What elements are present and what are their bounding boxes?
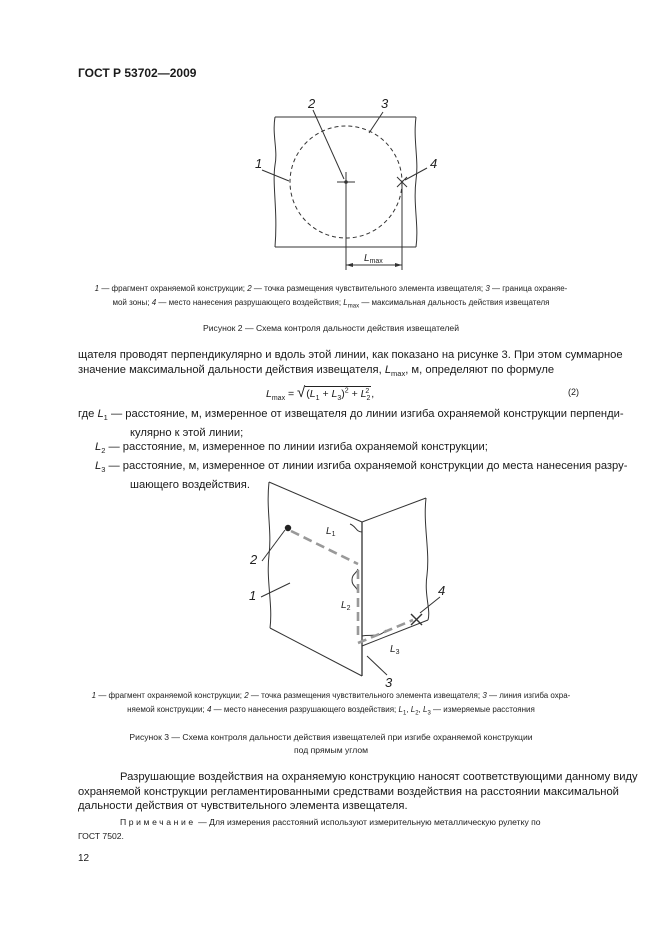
- fig3-legend: 1 — фрагмент охраняемой конструкции; 2 — точка размещения чувствительного элемента извещателя; 3 — линия изгиба охра- няемой конструкции; 4 — место нанесения разрушающего воздействия; $L_1$, $L_2$, $L_3$ — измеряемые расстояния: [91, 691, 571, 717]
- fig3-sensor-point: [285, 525, 291, 531]
- fig2-label-4: 4: [430, 156, 438, 171]
- fig2-left-break: [274, 117, 276, 247]
- fig3-left-break: [268, 482, 271, 628]
- fig3-label-4: 4: [438, 583, 446, 598]
- fig2-legend: 1 — фрагмент охраняемой конструкции; 2 — точка размещения чувствительного элемента извещателя; 3 — граница охраняе- мой зоны; 4 — место нанесения разрушающего воздействия; $L_{max}$ — максимальная дальность действия извещателя: [94, 284, 568, 310]
- fig3-leader-3: [367, 656, 387, 675]
- radicand: $(L_1 + L_3)^2 + L_2^2$: [306, 387, 371, 403]
- fig2-label-1: 1: [255, 156, 263, 171]
- fig3-leader-4: [420, 597, 440, 613]
- paragraph-impacts: Разрушающие воздействия на охраняемую конструкцию наносят соответствующими данному виду охраняемой конструкции регламентированными средствами воздействия на расстоянии максимальной дальности действия от чувствительного элемента извещателя.: [78, 771, 638, 813]
- sqrt-sign: √: [297, 384, 306, 401]
- fig3-caption: Рисунок 3 — Схема контроля дальности действия извещателей при изгибе охраняемой конструкции под прямым углом: [129, 732, 533, 755]
- fig3-leader-1: [261, 583, 290, 597]
- fig2-sensor-point: [344, 180, 348, 184]
- page-number: 12: [78, 853, 90, 864]
- fig3-left-bottom-edge: [270, 628, 362, 676]
- note: Примечание — Для измерения расстояний используют измерительную металлическую рулетку по ГОСТ 7502.: [78, 817, 541, 841]
- fig3-right-bottom-edge: [362, 620, 428, 646]
- fig2-leader-2: [313, 110, 344, 179]
- paragraph-measurement: щателя проводят перпендикулярно и вдоль этой линии, как показано на рисунке 3. При этом суммарное значение максимальной дальности действия извещателя, $L_{max}$, м, определяют по формуле: [78, 349, 623, 378]
- figure-2-diagram: [0, 0, 661, 290]
- fig3-brace-l1: [350, 524, 362, 532]
- fig2-lmax-label: $L_{max}$: [364, 253, 383, 265]
- formula-2: $L_{max} = √(L_1 + L_3)^2 + L_2^2$ ,: [266, 384, 375, 403]
- fig2-label-3: 3: [381, 96, 389, 111]
- formula-definitions: где $L_1$ — расстояние, м, измеренное от извещателя до линии изгиба охраняемой конструкции перпенди- кулярно к этой линии; $L_2$ — расстояние, м, измеренное по линии изгиба охраняемой конструкции; $L_3$ — расстояние, м, измеренное от линии изгиба охраняемой конструкции до места нанесения разру- шающего воздействия.: [78, 408, 628, 492]
- document-header: ГОСТ Р 53702—2009: [78, 66, 197, 80]
- fig3-l1-label: $L_1$: [326, 526, 336, 538]
- fig3-l3-label: $L_3$: [390, 644, 400, 656]
- fig2-right-break: [415, 117, 417, 247]
- fig2-caption: Рисунок 2 — Схема контроля дальности действия извещателей: [203, 323, 459, 333]
- fig2-leader-3: [369, 112, 383, 133]
- fig3-right-break: [425, 498, 429, 620]
- figure-3-diagram: [0, 470, 661, 690]
- fig3-right-top-edge: [362, 498, 426, 522]
- fig2-leader-1: [262, 170, 289, 181]
- fig2-arrow-right: [395, 263, 402, 267]
- fig3-label-3: 3: [385, 675, 393, 690]
- fig3-path-l3: [358, 620, 413, 643]
- fig3-label-2: 2: [250, 552, 258, 567]
- fig2-arrow-left: [346, 263, 353, 267]
- fig3-path-l1: [291, 531, 358, 564]
- fig3-l2-label: $L_2$: [341, 600, 351, 612]
- fig3-leader-2: [262, 530, 285, 561]
- formula-number: (2): [568, 387, 579, 397]
- fig3-left-top-edge: [269, 482, 362, 522]
- fig3-label-1: 1: [249, 588, 257, 603]
- fig2-label-2: 2: [308, 96, 316, 111]
